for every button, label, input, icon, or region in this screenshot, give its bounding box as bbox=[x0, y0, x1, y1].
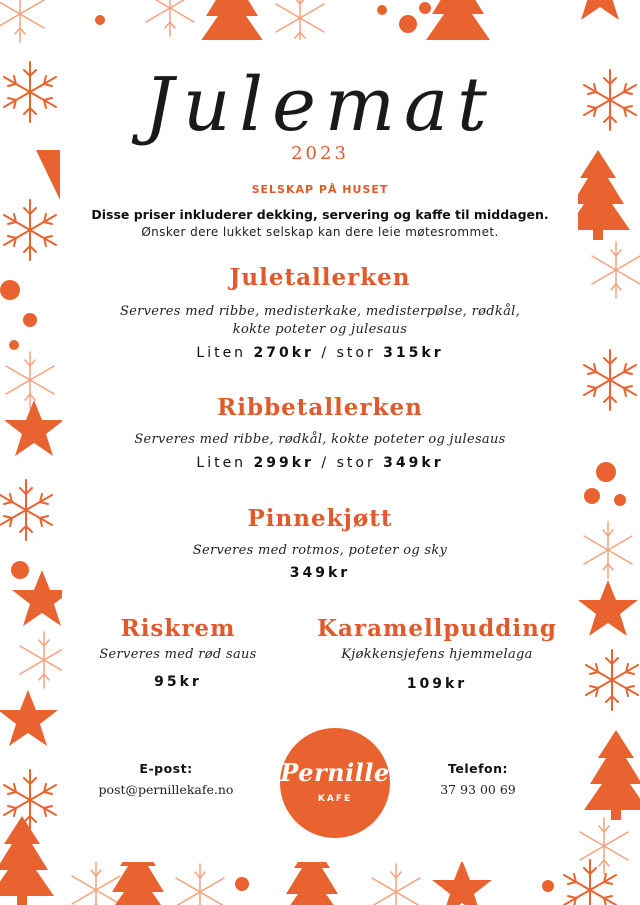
year: 2023 bbox=[291, 143, 349, 164]
dish-desc-riskrem: Serveres med rød saus bbox=[99, 647, 257, 662]
price-separator: / bbox=[321, 455, 330, 471]
price-small-label: Liten bbox=[196, 455, 247, 471]
intro-bold-line: Disse priser inkluderer dekking, servering og kaffe til middagen. bbox=[91, 207, 549, 222]
dish-price-karamellpudding bbox=[312, 676, 562, 692]
price-large: 315kr bbox=[383, 345, 444, 361]
dish-desc-juletallerken-2: kokte poteter og julesaus bbox=[232, 322, 408, 337]
dish-name-riskrem: Riskrem bbox=[120, 615, 236, 642]
dish-name-juletallerken: Juletallerken bbox=[229, 264, 411, 291]
section-kicker: SELSKAP PÅ HUSET bbox=[251, 183, 389, 196]
phone-number[interactable]: 37 93 00 69 bbox=[440, 782, 516, 797]
email-link[interactable]: post@pernillekafe.no bbox=[98, 782, 234, 797]
price-small: 299kr bbox=[253, 455, 314, 471]
dish-desc-ribbetallerken: Serveres med ribbe, rødkål, kokte poteter og julesaus bbox=[134, 432, 506, 447]
email-label: E-post: bbox=[139, 761, 193, 776]
price: 95kr bbox=[154, 674, 202, 690]
dish-desc-karamellpudding: Kjøkkensjefens hjemmelaga bbox=[341, 647, 533, 662]
price-small-label: Liten bbox=[196, 345, 247, 361]
price-large-label: stor bbox=[336, 455, 376, 471]
dish-name-pinnekjott: Pinnekjøtt bbox=[247, 505, 393, 532]
price: 109kr bbox=[406, 676, 468, 692]
price: 349kr bbox=[289, 565, 351, 581]
pernille-kafe-logo bbox=[280, 728, 390, 838]
price-small: 270kr bbox=[253, 345, 314, 361]
intro-plain-line: Ønsker dere lukket selskap kan dere leie møtesrommet. bbox=[141, 225, 499, 239]
phone-label: Telefon: bbox=[447, 761, 509, 776]
price-large: 349kr bbox=[383, 455, 444, 471]
dish-price-riskrem bbox=[78, 674, 278, 690]
dish-price-juletallerken bbox=[0, 345, 640, 361]
logo-name: Pernille bbox=[280, 758, 390, 787]
dish-desc-juletallerken-1: Serveres med ribbe, medisterkake, medisterpølse, rødkål, bbox=[119, 304, 521, 319]
dish-price-ribbetallerken bbox=[0, 455, 640, 471]
dish-price-pinnekjott bbox=[0, 565, 640, 581]
page-title: Julemat bbox=[144, 62, 496, 148]
dish-name-ribbetallerken: Ribbetallerken bbox=[217, 394, 423, 421]
price-separator: / bbox=[321, 345, 330, 361]
dish-desc-pinnekjott: Serveres med rotmos, poteter og sky bbox=[192, 543, 448, 558]
logo-sub: KAFE bbox=[317, 794, 353, 804]
dish-name-karamellpudding: Karamellpudding bbox=[317, 615, 557, 642]
price-large-label: stor bbox=[336, 345, 376, 361]
